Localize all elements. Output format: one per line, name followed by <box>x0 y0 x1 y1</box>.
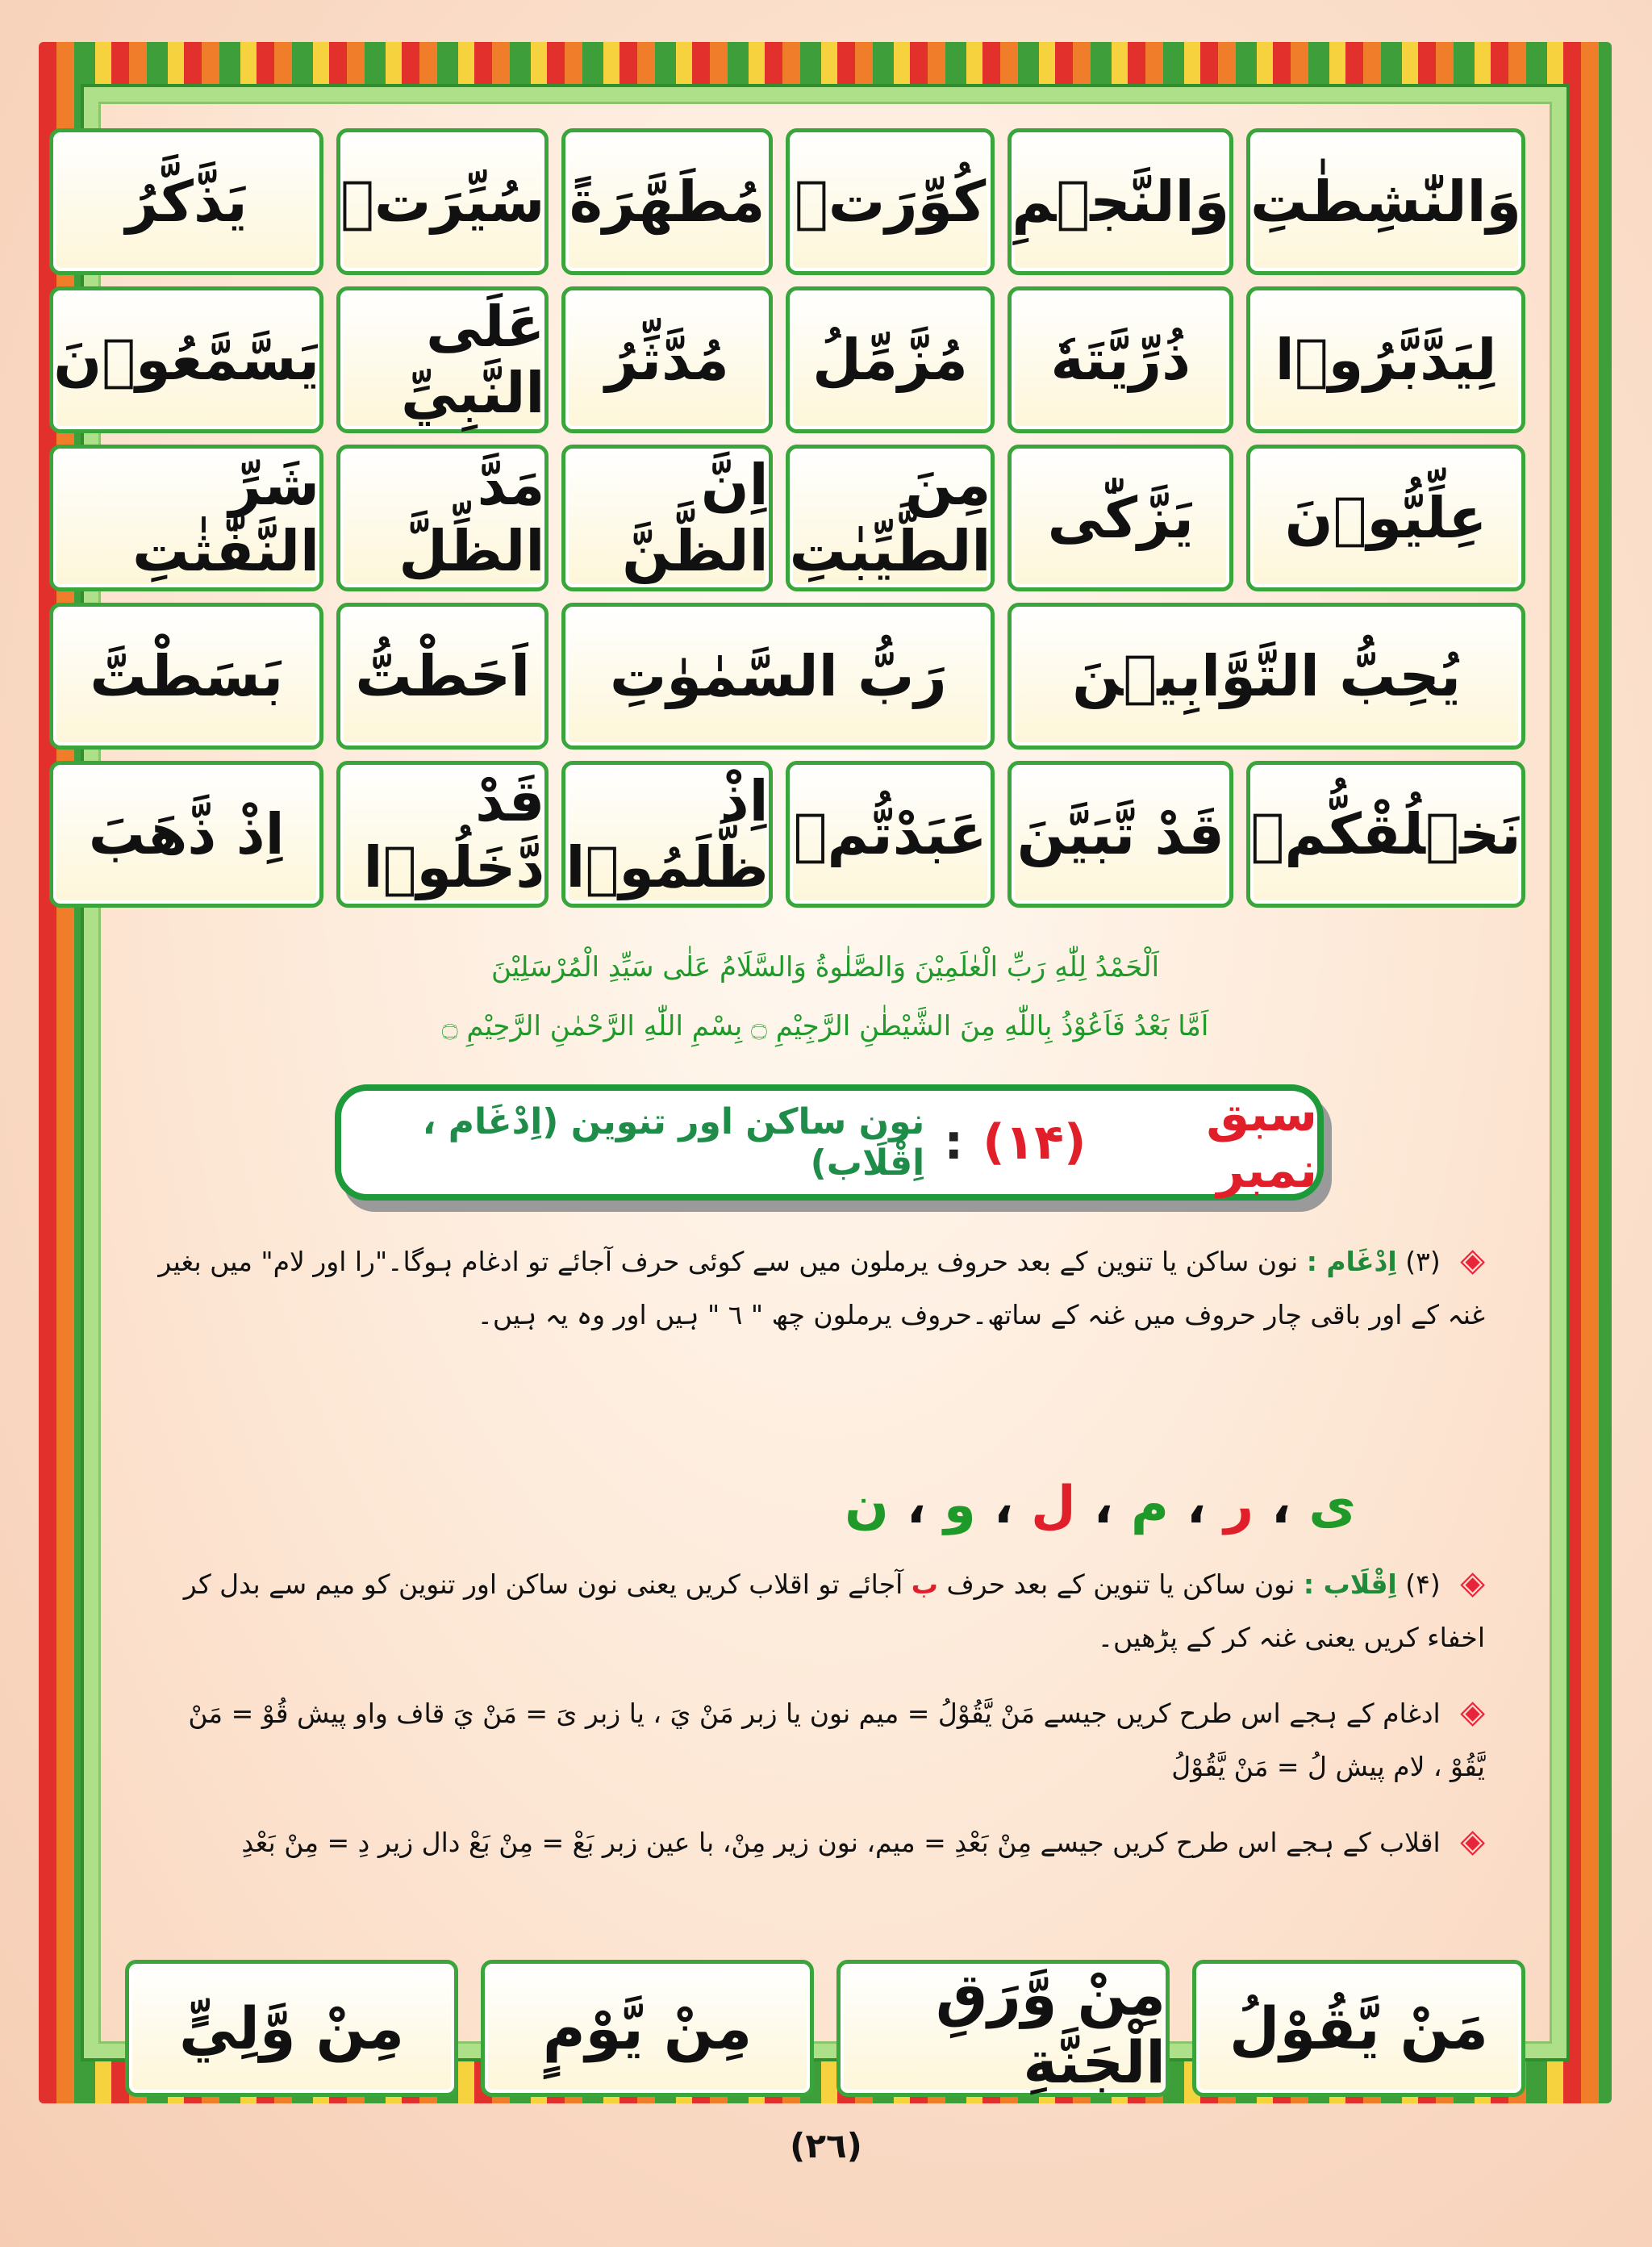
letter: ل <box>1031 1476 1076 1535</box>
para-key: اِقْلَاب : <box>1303 1568 1397 1600</box>
iqlab-paragraph <box>149 1556 1485 1664</box>
word-tile: قَدْ تَّبَيَّنَ <box>1007 761 1233 908</box>
page-content <box>53 102 1552 2096</box>
word-grid-bottom <box>125 1960 1525 2097</box>
word-grid-top <box>53 128 1525 908</box>
word-tile: كُوِّرَتۡ <box>786 128 995 275</box>
word-tile: اِنَّ الظَّنَّ <box>561 445 772 591</box>
diamond-bullet-icon: ◈ <box>1460 1694 1485 1731</box>
word-tile: مُزَّمِّلُ <box>786 286 995 433</box>
word-tile: عَلَى النَّبِيِّ <box>336 286 549 433</box>
word-tile: مِنْ وَّرَقِ الْجَنَّةِ <box>836 1960 1170 2097</box>
word-tile: مَدَّ الظِّلَّ <box>336 445 549 591</box>
iqlab-spelling-paragraph <box>149 1815 1485 1869</box>
word-tile: مِنْ يَّوْمٍ <box>481 1960 814 2097</box>
diamond-bullet-icon: ◈ <box>1460 1242 1485 1279</box>
word-tile: مِنْ وَّلِيٍّ <box>125 1960 458 2097</box>
word-tile: وَالنّٰشِطٰتِ <box>1246 128 1525 275</box>
word-tile: سُيِّرَتۡ <box>336 128 549 275</box>
word-tile: لِيَدَّبَّرُوۡا <box>1246 286 1525 433</box>
yarmaloon-letters: ی ، ر ، م ، ل ، و ، ن <box>845 1476 1356 1535</box>
word-tile: مِنَ الطَّيِّبٰتِ <box>786 445 995 591</box>
para-text: آجائے تو اقلاب کریں یعنی نون ساکن اور تنوین کو میم سے بدل کر اخفاء کریں یعنی غنہ کر کے پڑھیں۔ <box>183 1568 1485 1653</box>
word-tile: مَنْ يَّقُوْلُ <box>1192 1960 1525 2097</box>
taawwudh-line: اَمَّا بَعْدُ فَاَعُوْذُ بِاللّٰهِ مِنَ الشَّيْطٰنِ الرَّجِيْمِ ۝ بِسْمِ اللّٰهِ الرَّحْمٰنِ الرَّحِيْمِ ۝ <box>441 1010 1209 1042</box>
word-tile: عَبَدْتُّمۡ <box>786 761 995 908</box>
word-tile: بَسَطْتَّ <box>49 603 323 750</box>
lesson-subtitle: نون ساکن اور تنوین (اِدْغَام ، اِقْلَاب) <box>422 1101 925 1184</box>
ba-letter: ب <box>911 1568 938 1600</box>
word-tile: يَزَّكّٰى <box>1007 445 1233 591</box>
word-tile: اِذْ ذَّهَبَ <box>49 761 323 908</box>
word-tile: يَذَّكَّرُ <box>49 128 323 275</box>
word-tile: نَخۡلُقْكُّمۡ <box>1246 761 1525 908</box>
word-tile: اَحَطْتُّ <box>336 603 549 750</box>
word-tile: يُحِبُّ التَّوَّابِيۡنَ <box>1007 603 1525 750</box>
lesson-number: (۱۴) <box>982 1114 1087 1171</box>
word-tile: رَبُّ السَّمٰوٰتِ <box>561 603 995 750</box>
word-tile: يَسَّمَّعُوۡنَ <box>49 286 323 433</box>
letter: و <box>944 1476 976 1535</box>
word-tile: وَالنَّجۡمِ <box>1007 128 1233 275</box>
letter: م <box>1130 1476 1169 1535</box>
para-number: (۴) <box>1405 1568 1441 1600</box>
diamond-bullet-icon: ◈ <box>1460 1564 1485 1602</box>
idgham-paragraph <box>149 1234 1485 1342</box>
para-text: ادغام کے ہجے اس طرح کریں جیسے مَنْ يَّقُوْلُ = میم نون یا زبر مَنْ يَ ، یا زبر یَ = مَنْ يَ قاف واو پیش قُوْ = مَنْ يَّقُوْ ، لام پیش لُ = مَنْ يَّقُوْلُ <box>188 1698 1485 1782</box>
letter: ی <box>1308 1476 1356 1535</box>
lesson-title: سبق نمبر <box>1206 1086 1317 1199</box>
word-tile: عِلِّيُّوۡنَ <box>1246 445 1525 591</box>
decorative-border <box>39 42 1612 2103</box>
lesson-banner <box>335 1084 1324 1201</box>
word-tile: شَرِّ النَّفّٰثٰتِ <box>49 445 323 591</box>
para-text: نون ساکن یا تنوین کے بعد حروف یرملون میں سے کوئی حرف آجائے تو ادغام ہوگا۔"را اور لام" میں بغیر غنہ کے اور باقی چار حروف میں غنہ کے ساتھ۔حروف یرملون چھ " ٦ " ہیں اور وہ یہ ہیں۔ <box>158 1246 1485 1330</box>
para-text: نون ساکن یا تنوین کے بعد حرف <box>946 1568 1295 1600</box>
page-number: (۲٦) <box>790 2126 862 2166</box>
word-tile: قَدْ دَّخَلُوۡا <box>336 761 549 908</box>
inner-border <box>53 84 1570 2096</box>
idgham-spelling-paragraph <box>149 1685 1485 1794</box>
word-tile: مُدَّثِّرُ <box>561 286 772 433</box>
word-tile: ذُرِّيَّتَهٗ <box>1007 286 1233 433</box>
hamd-line: اَلْحَمْدُ لِلّٰهِ رَبِّ الْعٰلَمِيْنَ وَالصَّلٰوةُ وَالسَّلَامُ عَلٰى سَيِّدِ الْمُرْسَلِيْنَ <box>490 951 1160 984</box>
word-tile: اِذْ ظَّلَمُوۡا <box>561 761 772 908</box>
diamond-bullet-icon: ◈ <box>1460 1823 1485 1860</box>
word-tile: مُطَهَّرَةً <box>561 128 772 275</box>
letter: ر <box>1224 1476 1254 1535</box>
letter: ن <box>845 1476 889 1535</box>
para-key: اِدْغَام : <box>1306 1246 1397 1277</box>
para-text: اقلاب کے ہجے اس طرح کریں جیسے مِنْ بَعْدِ = میم، نون زیر مِنْ، با عین زبر بَعْ = مِنْ بَعْ دال زیر دِ = مِنْ بَعْدِ <box>241 1827 1441 1858</box>
lesson-colon: : <box>944 1114 964 1171</box>
para-number: (۳) <box>1405 1246 1441 1277</box>
